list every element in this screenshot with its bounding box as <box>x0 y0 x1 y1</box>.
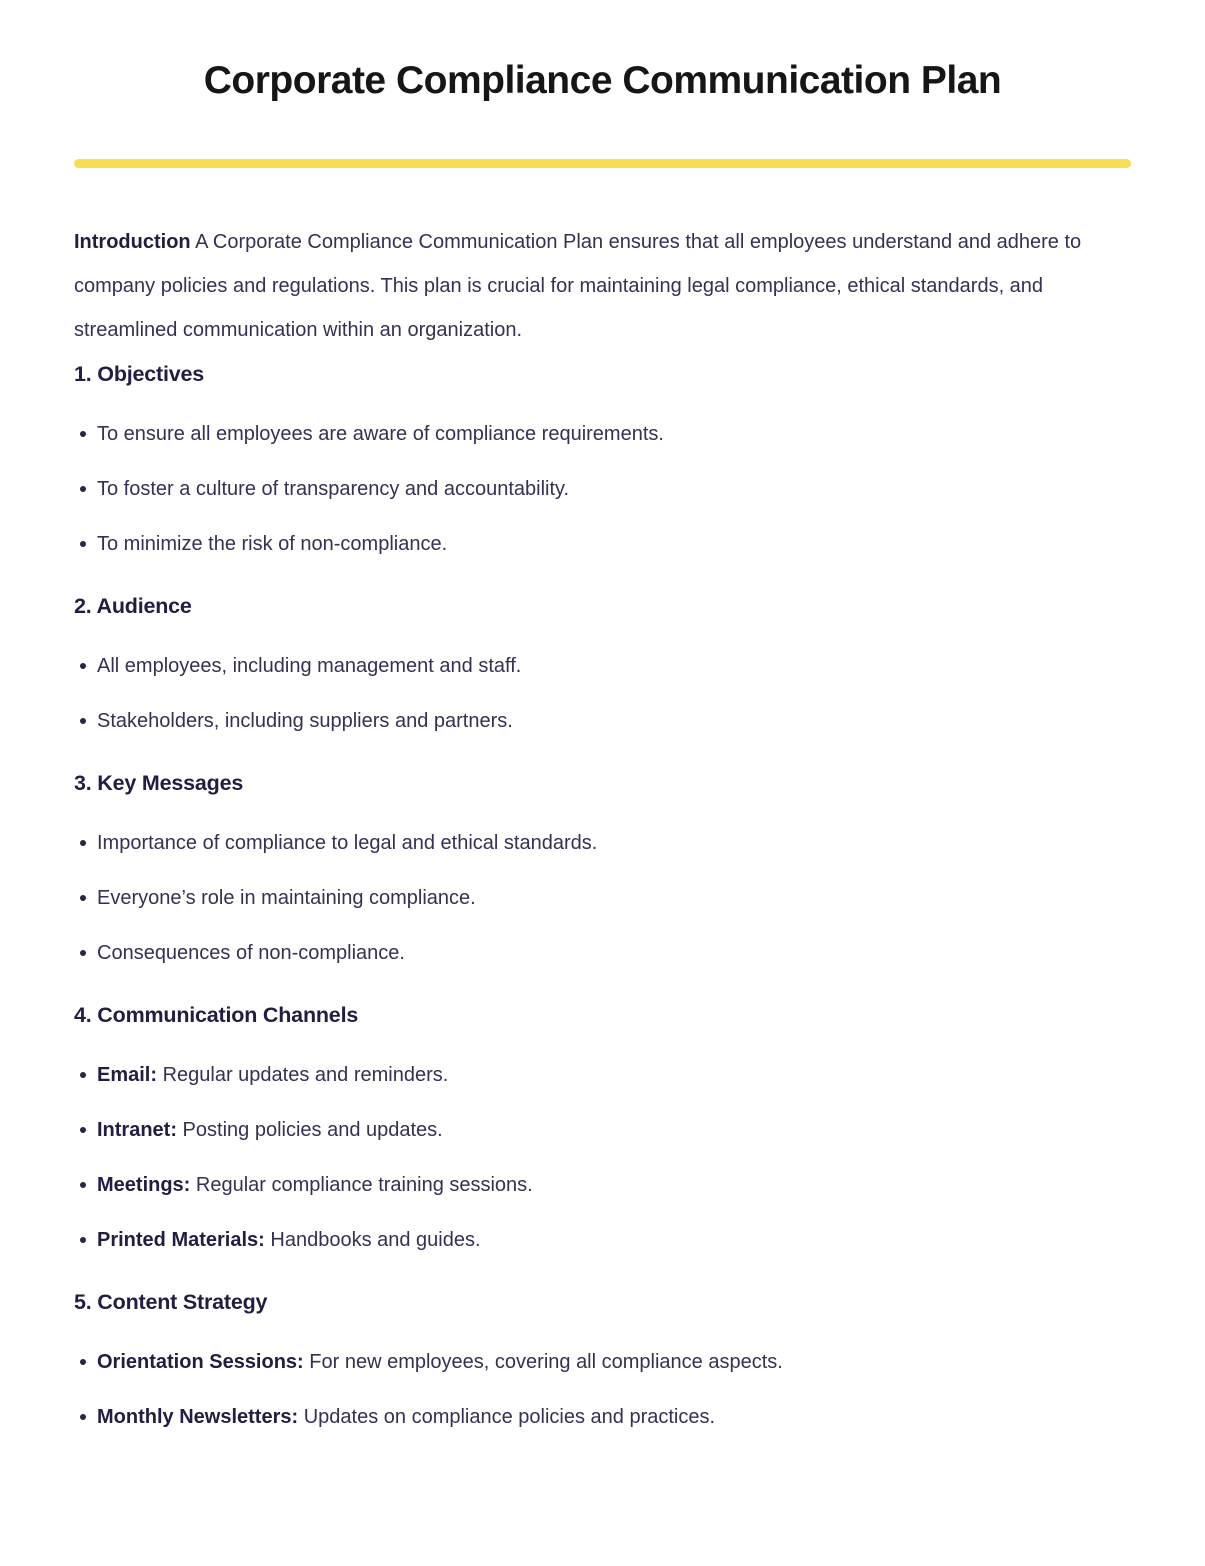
list-item: Intranet: Posting policies and updates. <box>97 1116 1131 1144</box>
intro-label: Introduction <box>74 231 191 253</box>
list-item: Email: Regular updates and reminders. <box>97 1061 1131 1089</box>
list-item-label: Monthly Newsletters: <box>97 1406 299 1428</box>
list-item-label: Printed Materials: <box>97 1229 265 1251</box>
section-list <box>74 1061 1131 1254</box>
section-list <box>74 1348 1131 1431</box>
section-heading: 1. Objectives <box>74 362 205 386</box>
list-item: To minimize the risk of non-compliance. <box>97 530 1131 558</box>
list-item: To ensure all employees are aware of compliance requirements. <box>97 420 1131 448</box>
section-list <box>74 652 1131 735</box>
list-item-label: Orientation Sessions: <box>97 1351 304 1373</box>
section-list <box>74 420 1131 558</box>
intro-paragraph <box>74 220 1131 352</box>
intro-text: A Corporate Compliance Communication Plan ensures that all employees understand and adhere to company policies and regulations. This plan is crucial for maintaining legal compliance, ethical standards, and streamlined communication within an organization. <box>74 231 1082 341</box>
document <box>0 57 1205 1431</box>
list-item: Printed Materials: Handbooks and guides. <box>97 1226 1131 1254</box>
list-item: To foster a culture of transparency and accountability. <box>97 475 1131 503</box>
list-item: Orientation Sessions: For new employees, covering all compliance aspects. <box>97 1348 1131 1376</box>
list-item-label: Meetings: <box>97 1174 191 1196</box>
list-item: All employees, including management and staff. <box>97 652 1131 680</box>
section-heading: 5. Content Strategy <box>74 1290 268 1314</box>
section-list <box>74 829 1131 967</box>
list-item: Stakeholders, including suppliers and partners. <box>97 707 1131 735</box>
list-item: Monthly Newsletters: Updates on compliance policies and practices. <box>97 1403 1131 1431</box>
list-item: Meetings: Regular compliance training sessions. <box>97 1171 1131 1199</box>
list-item: Importance of compliance to legal and ethical standards. <box>97 829 1131 857</box>
list-item-label: Email: <box>97 1064 158 1086</box>
list-item: Everyone’s role in maintaining compliance. <box>97 884 1131 912</box>
section-heading: 2. Audience <box>74 594 192 618</box>
list-item: Consequences of non-compliance. <box>97 939 1131 967</box>
section-heading: 3. Key Messages <box>74 771 244 795</box>
divider <box>74 159 1131 168</box>
sections <box>74 359 1131 1431</box>
section-heading: 4. Communication Channels <box>74 1003 359 1027</box>
list-item-label: Intranet: <box>97 1119 177 1141</box>
page-title: Corporate Compliance Communication Plan <box>203 59 1002 102</box>
